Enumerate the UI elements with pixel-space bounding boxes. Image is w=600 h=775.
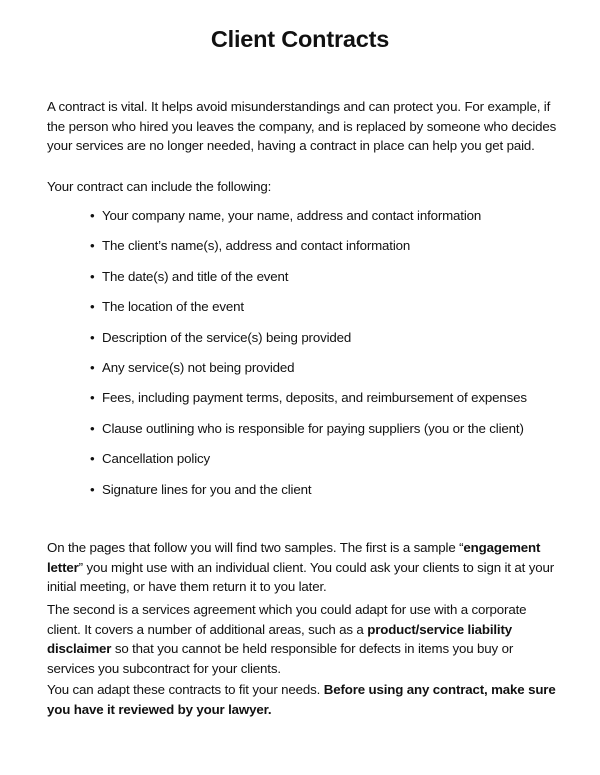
list-item (90, 419, 560, 449)
list-item (90, 388, 560, 418)
list-item (90, 449, 560, 479)
list-item-text: Signature lines for you and the client (102, 481, 312, 497)
list-intro-paragraph: Your contract can include the following: (47, 179, 272, 194)
second-text-after: so that you cannot be held responsible for defects in items you buy or services you subcontract for your clients. (47, 641, 514, 676)
list-item (90, 206, 560, 236)
list-item-text: The date(s) and title of the event (102, 268, 289, 284)
samples-text-after: ” you might use with an individual client. You could ask your clients to sign it at your initial meeting, or have them return it to you later. (47, 559, 554, 594)
list-item-text: Your company name, your name, address and contact information (102, 208, 482, 223)
bullet-icon: • (90, 329, 95, 345)
list-item-text: Any service(s) not being provided (102, 359, 295, 375)
second-text-before: The second is a services agreement which you could adapt for use with a corporate client. It covers a number of additional areas, such as a (47, 602, 527, 637)
list-item-text: Clause outlining who is responsible for paying suppliers (you or the client) (102, 420, 524, 436)
list-item (90, 236, 560, 266)
closing-text-before: You can adapt these contracts to fit your needs. (47, 682, 324, 697)
closing-paragraph (47, 680, 557, 719)
list-item (90, 358, 560, 388)
page-title: Client Contracts (210, 26, 390, 52)
bullet-icon: • (90, 268, 95, 284)
list-item-text: Cancellation policy (102, 451, 211, 467)
list-item (90, 267, 560, 297)
bullet-icon: • (90, 481, 95, 497)
list-item (90, 480, 560, 510)
engagement-letter-term: engagement letter (47, 540, 541, 575)
list-item (90, 297, 560, 327)
bullet-icon: • (90, 451, 95, 467)
list-item (90, 328, 560, 358)
bullet-icon: • (90, 299, 95, 315)
samples-text-before: On the pages that follow you will find two samples. The first is a sample “ (47, 540, 464, 555)
samples-paragraph (47, 538, 557, 597)
list-item-text: Fees, including payment terms, deposits, and reimbursement of expenses (102, 390, 527, 406)
second-sample-paragraph (47, 600, 557, 678)
contract-items-list (90, 206, 560, 510)
bullet-icon: • (90, 208, 95, 223)
liability-disclaimer-term: product/service liability disclaimer (47, 621, 513, 656)
list-item-text: The client’s name(s), address and contact information (102, 238, 411, 254)
list-item-text: The location of the event (102, 299, 244, 315)
lawyer-review-warning: Before using any contract, make sure you have it reviewed by your lawyer. (47, 682, 556, 717)
list-item-text: Description of the service(s) being provided (102, 329, 352, 345)
bullet-icon: • (90, 420, 95, 436)
bullet-icon: • (90, 238, 95, 254)
bullet-icon: • (90, 359, 95, 375)
intro-paragraph: A contract is vital. It helps avoid misunderstandings and can protect you. For example, if the person who hired you leaves the company, and is replaced by someone who decides your services are no longer needed, having a contract in place can help you get paid. (47, 99, 557, 153)
bullet-icon: • (90, 390, 95, 406)
